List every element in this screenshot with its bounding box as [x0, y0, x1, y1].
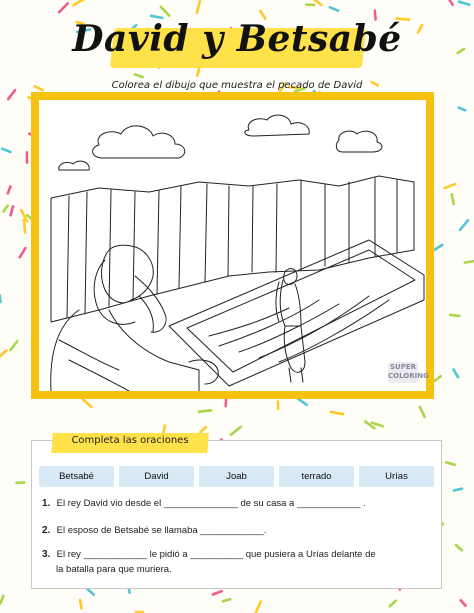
sentence-text: El esposo de Betsabé se llamaba ____________. [56, 525, 267, 536]
sprinkle [20, 248, 26, 257]
coloring-illustration [39, 100, 426, 391]
sprinkle [420, 407, 425, 417]
sprinkle [226, 398, 227, 406]
sprinkle [445, 184, 455, 188]
sprinkle [3, 206, 7, 212]
exercise-box [31, 435, 442, 589]
brand-logo: SUPER COLORING [388, 362, 418, 383]
sprinkle [256, 601, 261, 612]
sprinkle [74, 0, 85, 5]
sprinkle [199, 410, 211, 412]
sprinkle [434, 245, 442, 250]
sentence-text: El rey David vio desde el ______________ de su casa a ____________ . [56, 498, 366, 509]
instruction-subtitle: Colorea el dibujo que muestra el pecado de David [111, 80, 363, 91]
sprinkle [454, 489, 462, 491]
sentence-3 [42, 547, 434, 577]
title-block [0, 12, 474, 74]
coloring-picture-frame [31, 92, 434, 399]
exercise-heading: Completa las oraciones [71, 435, 189, 446]
sprinkle [83, 399, 92, 407]
sprinkle [231, 427, 241, 435]
sprinkle [0, 596, 3, 604]
sprinkle [456, 545, 462, 550]
sprinkle [24, 220, 25, 233]
sentence-text: El rey ____________ le pidió a __________ que pusiera a Urías delante de [56, 549, 376, 560]
sprinkle [465, 261, 474, 263]
sprinkle [223, 599, 230, 601]
sprinkle [80, 600, 81, 608]
sprinkle [135, 74, 143, 77]
sentence-number: 3. [42, 549, 51, 560]
sprinkle [446, 462, 455, 465]
sprinkle [11, 341, 18, 350]
sentence-number: 1. [42, 498, 51, 509]
word-bank-item: Urías [359, 466, 434, 487]
sprinkle [201, 427, 207, 432]
sentence-1 [42, 496, 434, 511]
word-bank [39, 466, 434, 487]
sprinkle [59, 3, 68, 12]
sprinkle [2, 149, 10, 152]
sprinkle [460, 220, 468, 230]
sprinkle [8, 187, 11, 194]
sentence-text-continued: la batalla para que muriera. [56, 564, 172, 575]
sprinkle [450, 315, 459, 316]
sprinkle [330, 7, 338, 11]
sprinkle [372, 423, 383, 426]
sprinkle [11, 207, 13, 216]
coloring-picture [39, 100, 429, 391]
sprinkle [0, 350, 7, 357]
word-bank-item: David [119, 466, 194, 487]
sprinkle [461, 600, 466, 605]
sprinkle [213, 591, 222, 594]
word-bank-item: terrado [279, 466, 354, 487]
sprinkle [459, 2, 469, 5]
sprinkle [306, 5, 314, 6]
word-bank-item: Joab [199, 466, 274, 487]
sentence-number: 2. [42, 525, 51, 536]
sprinkle [390, 601, 396, 607]
word-bank-item: Betsabé [39, 466, 114, 487]
sprinkle [297, 398, 307, 405]
sprinkle [448, 0, 453, 5]
sentence-2 [42, 523, 434, 538]
sprinkle [452, 194, 454, 204]
page-title: David y Betsabé [72, 18, 402, 60]
sprinkle [331, 412, 343, 414]
sprinkle [8, 90, 15, 99]
sprinkle [454, 370, 459, 378]
sprinkle [459, 108, 466, 111]
